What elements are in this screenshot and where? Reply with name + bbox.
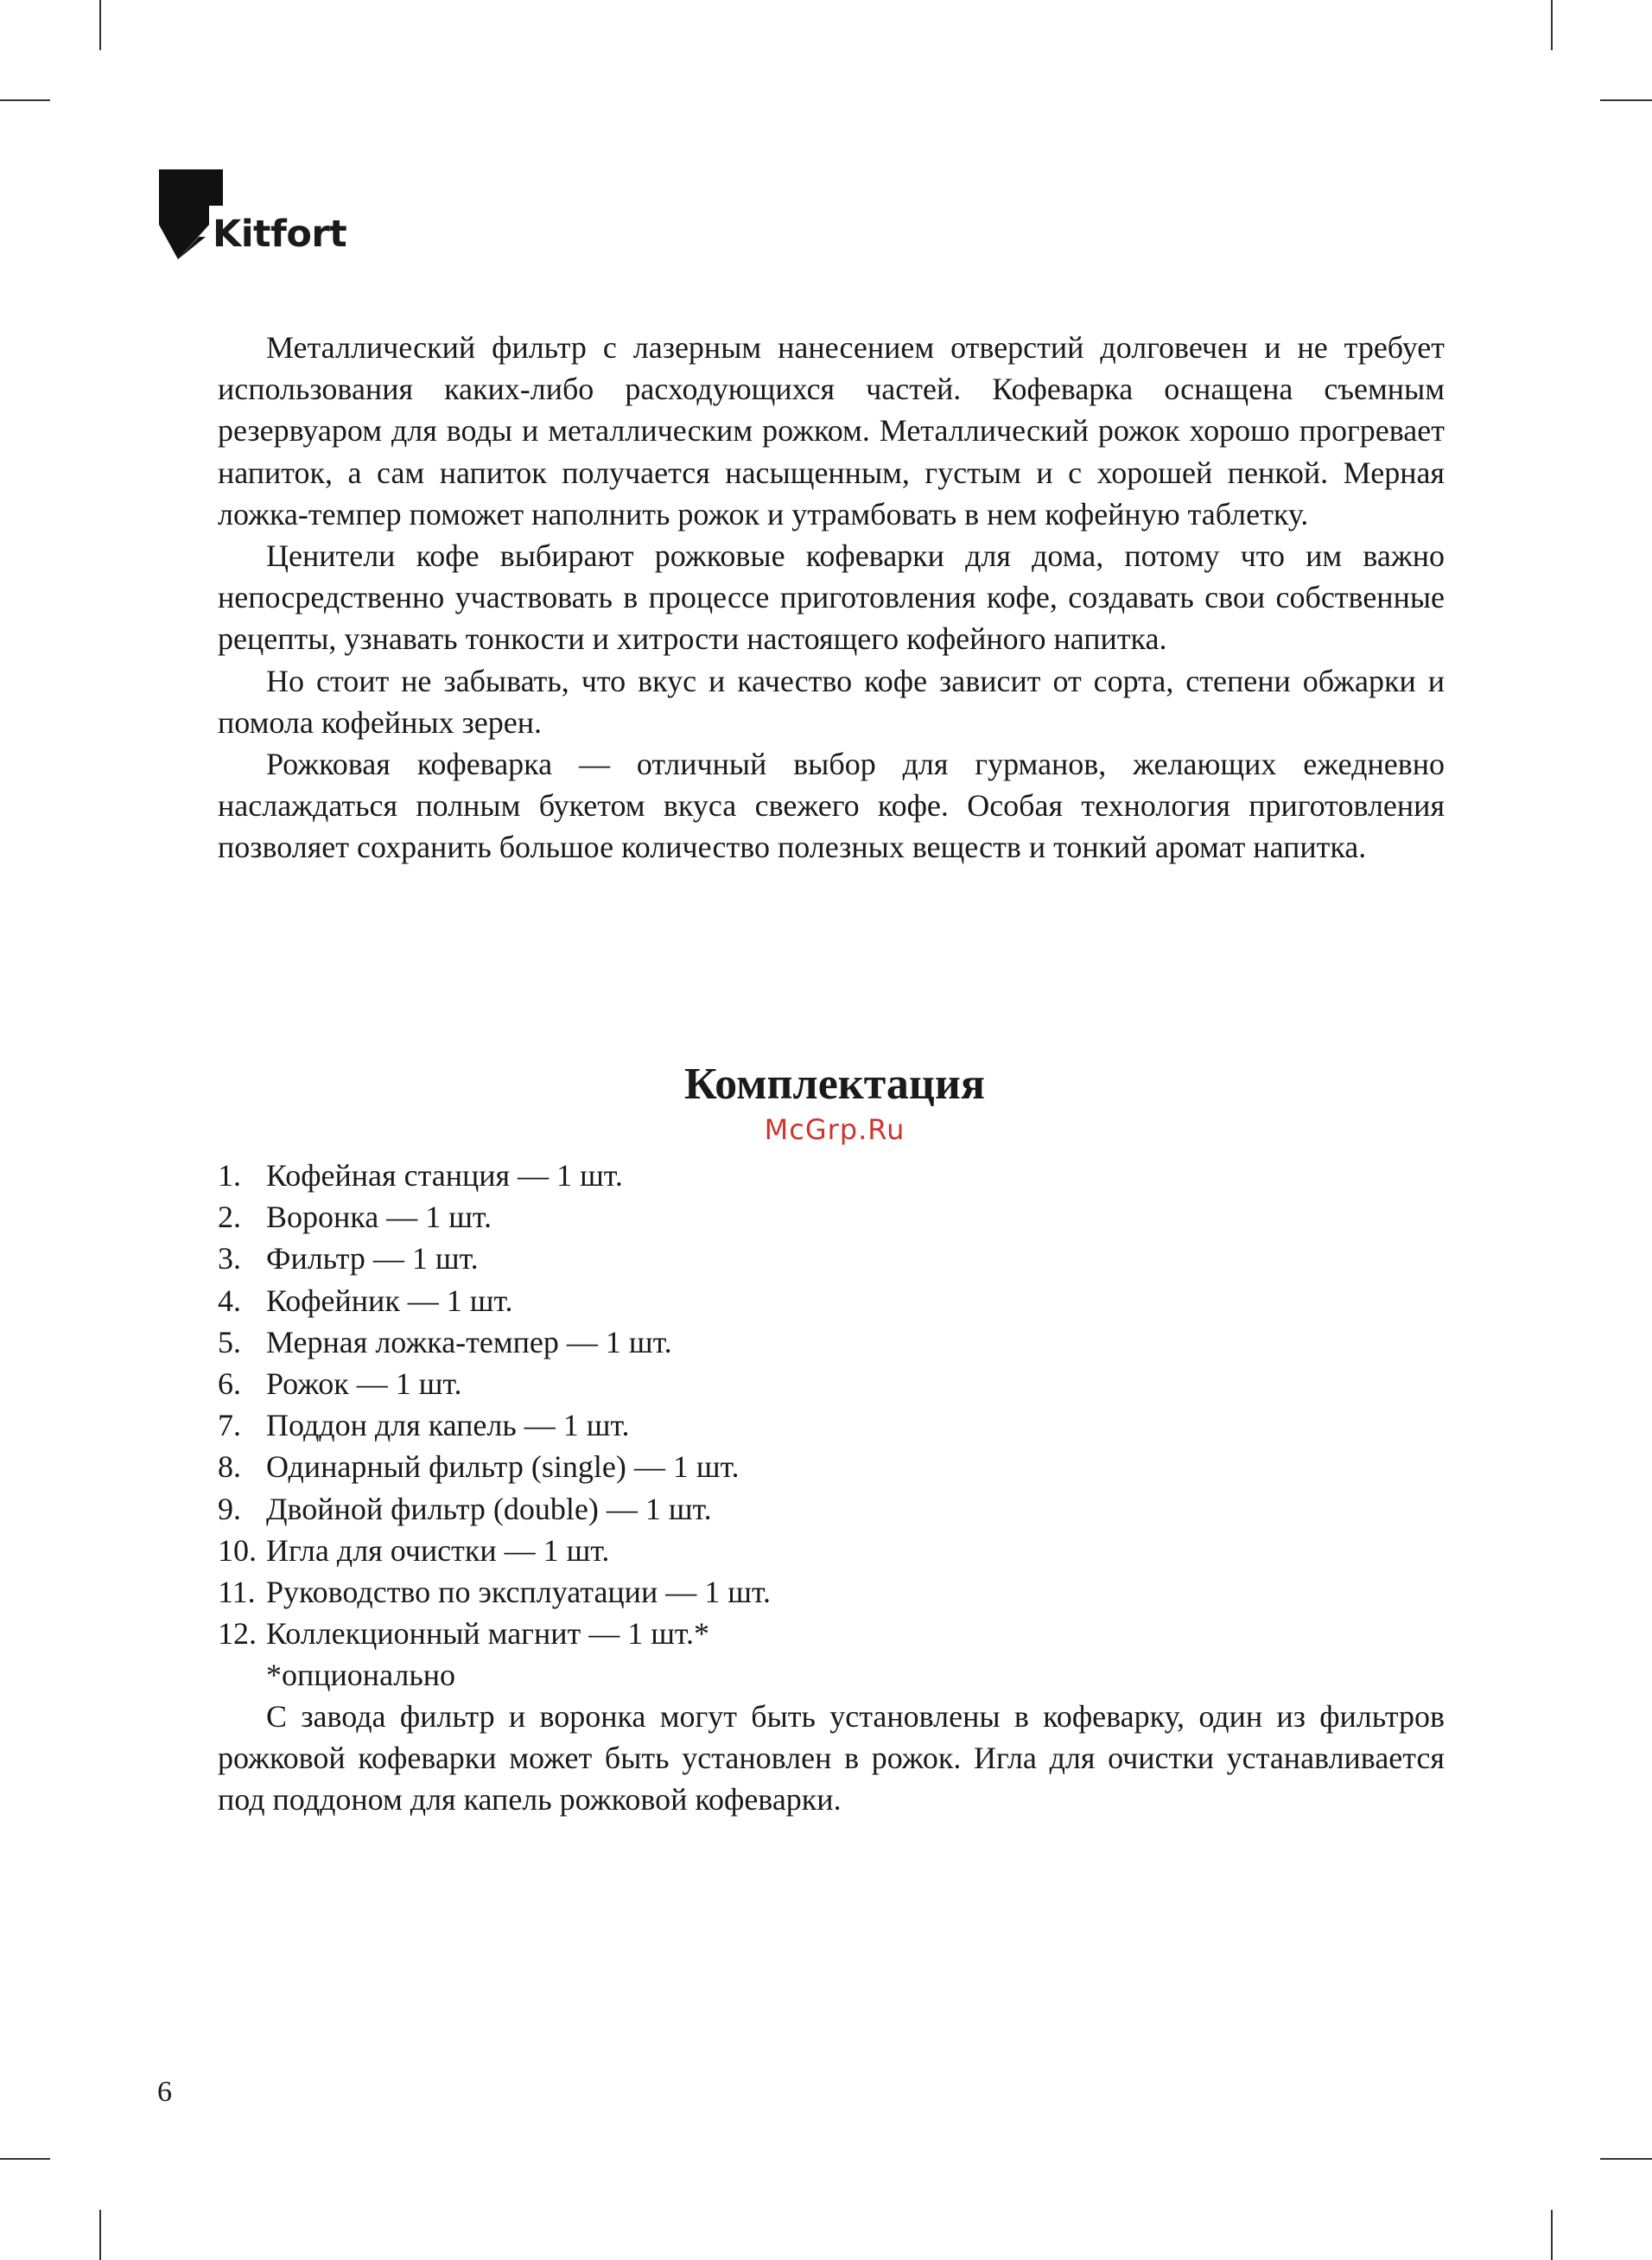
intro-paragraph: Рожковая кофеварка — отличный выбор для гурманов, желающих ежедневно наслаждаться полным букетом вкуса свежего кофе. Особая технология приготовления позволяет сохранить большое количество полезных веществ и тонкий аромат напитка. (218, 747, 1445, 865)
list-item-text: Поддон для капель — 1 шт. (266, 1408, 630, 1443)
intro-text (218, 327, 1445, 869)
intro-paragraph: Металлический фильтр с лазерным нанесением отверстий долговечен и не требует использования каких-либо расходующихся частей. Кофеварка оснащена съемным резервуаром для воды и металлическим рожком. Металлический рожок хорошо прогревает напиток, а сам напиток получается насыщенным, густым и с хорошей пенкой. Мерная ложка-темпер поможет наполнить рожок и утрамбовать в нем кофейную таблетку. (218, 330, 1445, 532)
list-item-number: 3. (218, 1241, 241, 1276)
list-item-number: 12. (218, 1616, 257, 1652)
logo-brand-text: Kitfort (213, 213, 347, 256)
list-item (218, 1238, 1445, 1279)
list-item (218, 1155, 1445, 1196)
intro-paragraph: Но стоит не забывать, что вкус и качество кофе зависит от сорта, степени обжарки и помола кофейных зерен. (218, 663, 1445, 740)
watermark: McGrp.Ru (764, 1113, 905, 1146)
list-item-number: 5. (218, 1324, 241, 1359)
list-item (218, 1363, 1445, 1404)
list-item (218, 1488, 1445, 1530)
crop-mark (1600, 2158, 1652, 2160)
section-title: Комплектация (684, 1060, 985, 1109)
list-item-number: 11. (218, 1575, 256, 1610)
package-contents-list (218, 1155, 1445, 1654)
list-item-text: Кофейник — 1 шт. (266, 1283, 513, 1318)
crop-mark (1551, 0, 1553, 50)
footnote: *опционально (266, 1658, 456, 1692)
list-item-text: Воронка — 1 шт. (266, 1200, 492, 1235)
list-item (218, 1404, 1445, 1446)
list-item-number: 6. (218, 1366, 241, 1402)
list-item (218, 1613, 1445, 1654)
list-item-text: Коллекционный магнит — 1 шт.* (266, 1616, 709, 1652)
list-item-text: Кофейная станция — 1 шт. (266, 1158, 623, 1193)
list-item-text: Игла для очистки — 1 шт. (266, 1532, 610, 1568)
list-item-text: Фильтр — 1 шт. (266, 1241, 479, 1276)
list-item-number: 9. (218, 1491, 241, 1526)
list-item (218, 1196, 1445, 1238)
list-item-number: 2. (218, 1200, 241, 1235)
closing-text (218, 1696, 1445, 1821)
crop-mark (99, 2210, 101, 2260)
list-item (218, 1446, 1445, 1487)
list-item-number: 8. (218, 1449, 241, 1485)
list-item (218, 1571, 1445, 1613)
list-item-number: 7. (218, 1408, 241, 1443)
list-item-text: Руководство по эксплуатации — 1 шт. (266, 1575, 771, 1610)
crop-mark (1600, 99, 1652, 101)
list-item-text: Рожок — 1 шт. (266, 1366, 462, 1402)
crop-mark (1551, 2210, 1553, 2260)
crop-mark (0, 99, 50, 101)
page-number: 6 (157, 2076, 172, 2108)
list-item (218, 1530, 1445, 1571)
list-item-number: 10. (218, 1532, 257, 1568)
kitfort-logo (157, 169, 365, 264)
crop-mark (0, 2158, 50, 2160)
list-item-text: Мерная ложка-темпер — 1 шт. (266, 1324, 672, 1359)
list-item-text: Двойной фильтр (double) — 1 шт. (266, 1491, 712, 1526)
list-item (218, 1280, 1445, 1321)
intro-paragraph: Ценители кофе выбирают рожковые кофеварки для дома, потому что им важно непосредственно участвовать в процессе приготовления кофе, создавать свои собственные рецепты, узнавать тонкости и хитрости настоящего кофейного напитка. (218, 538, 1445, 657)
list-item (218, 1321, 1445, 1363)
closing-paragraph: С завода фильтр и воронка могут быть установлены в кофеварку, один из фильтров рожковой кофеварки может быть установлен в рожок. Игла для очистки устанавливается под поддоном для капель рожковой кофеварки. (218, 1699, 1445, 1818)
list-item-number: 1. (218, 1158, 241, 1193)
crop-mark (99, 0, 101, 50)
list-item-number: 4. (218, 1283, 241, 1318)
list-item-text: Одинарный фильтр (single) — 1 шт. (266, 1449, 740, 1485)
